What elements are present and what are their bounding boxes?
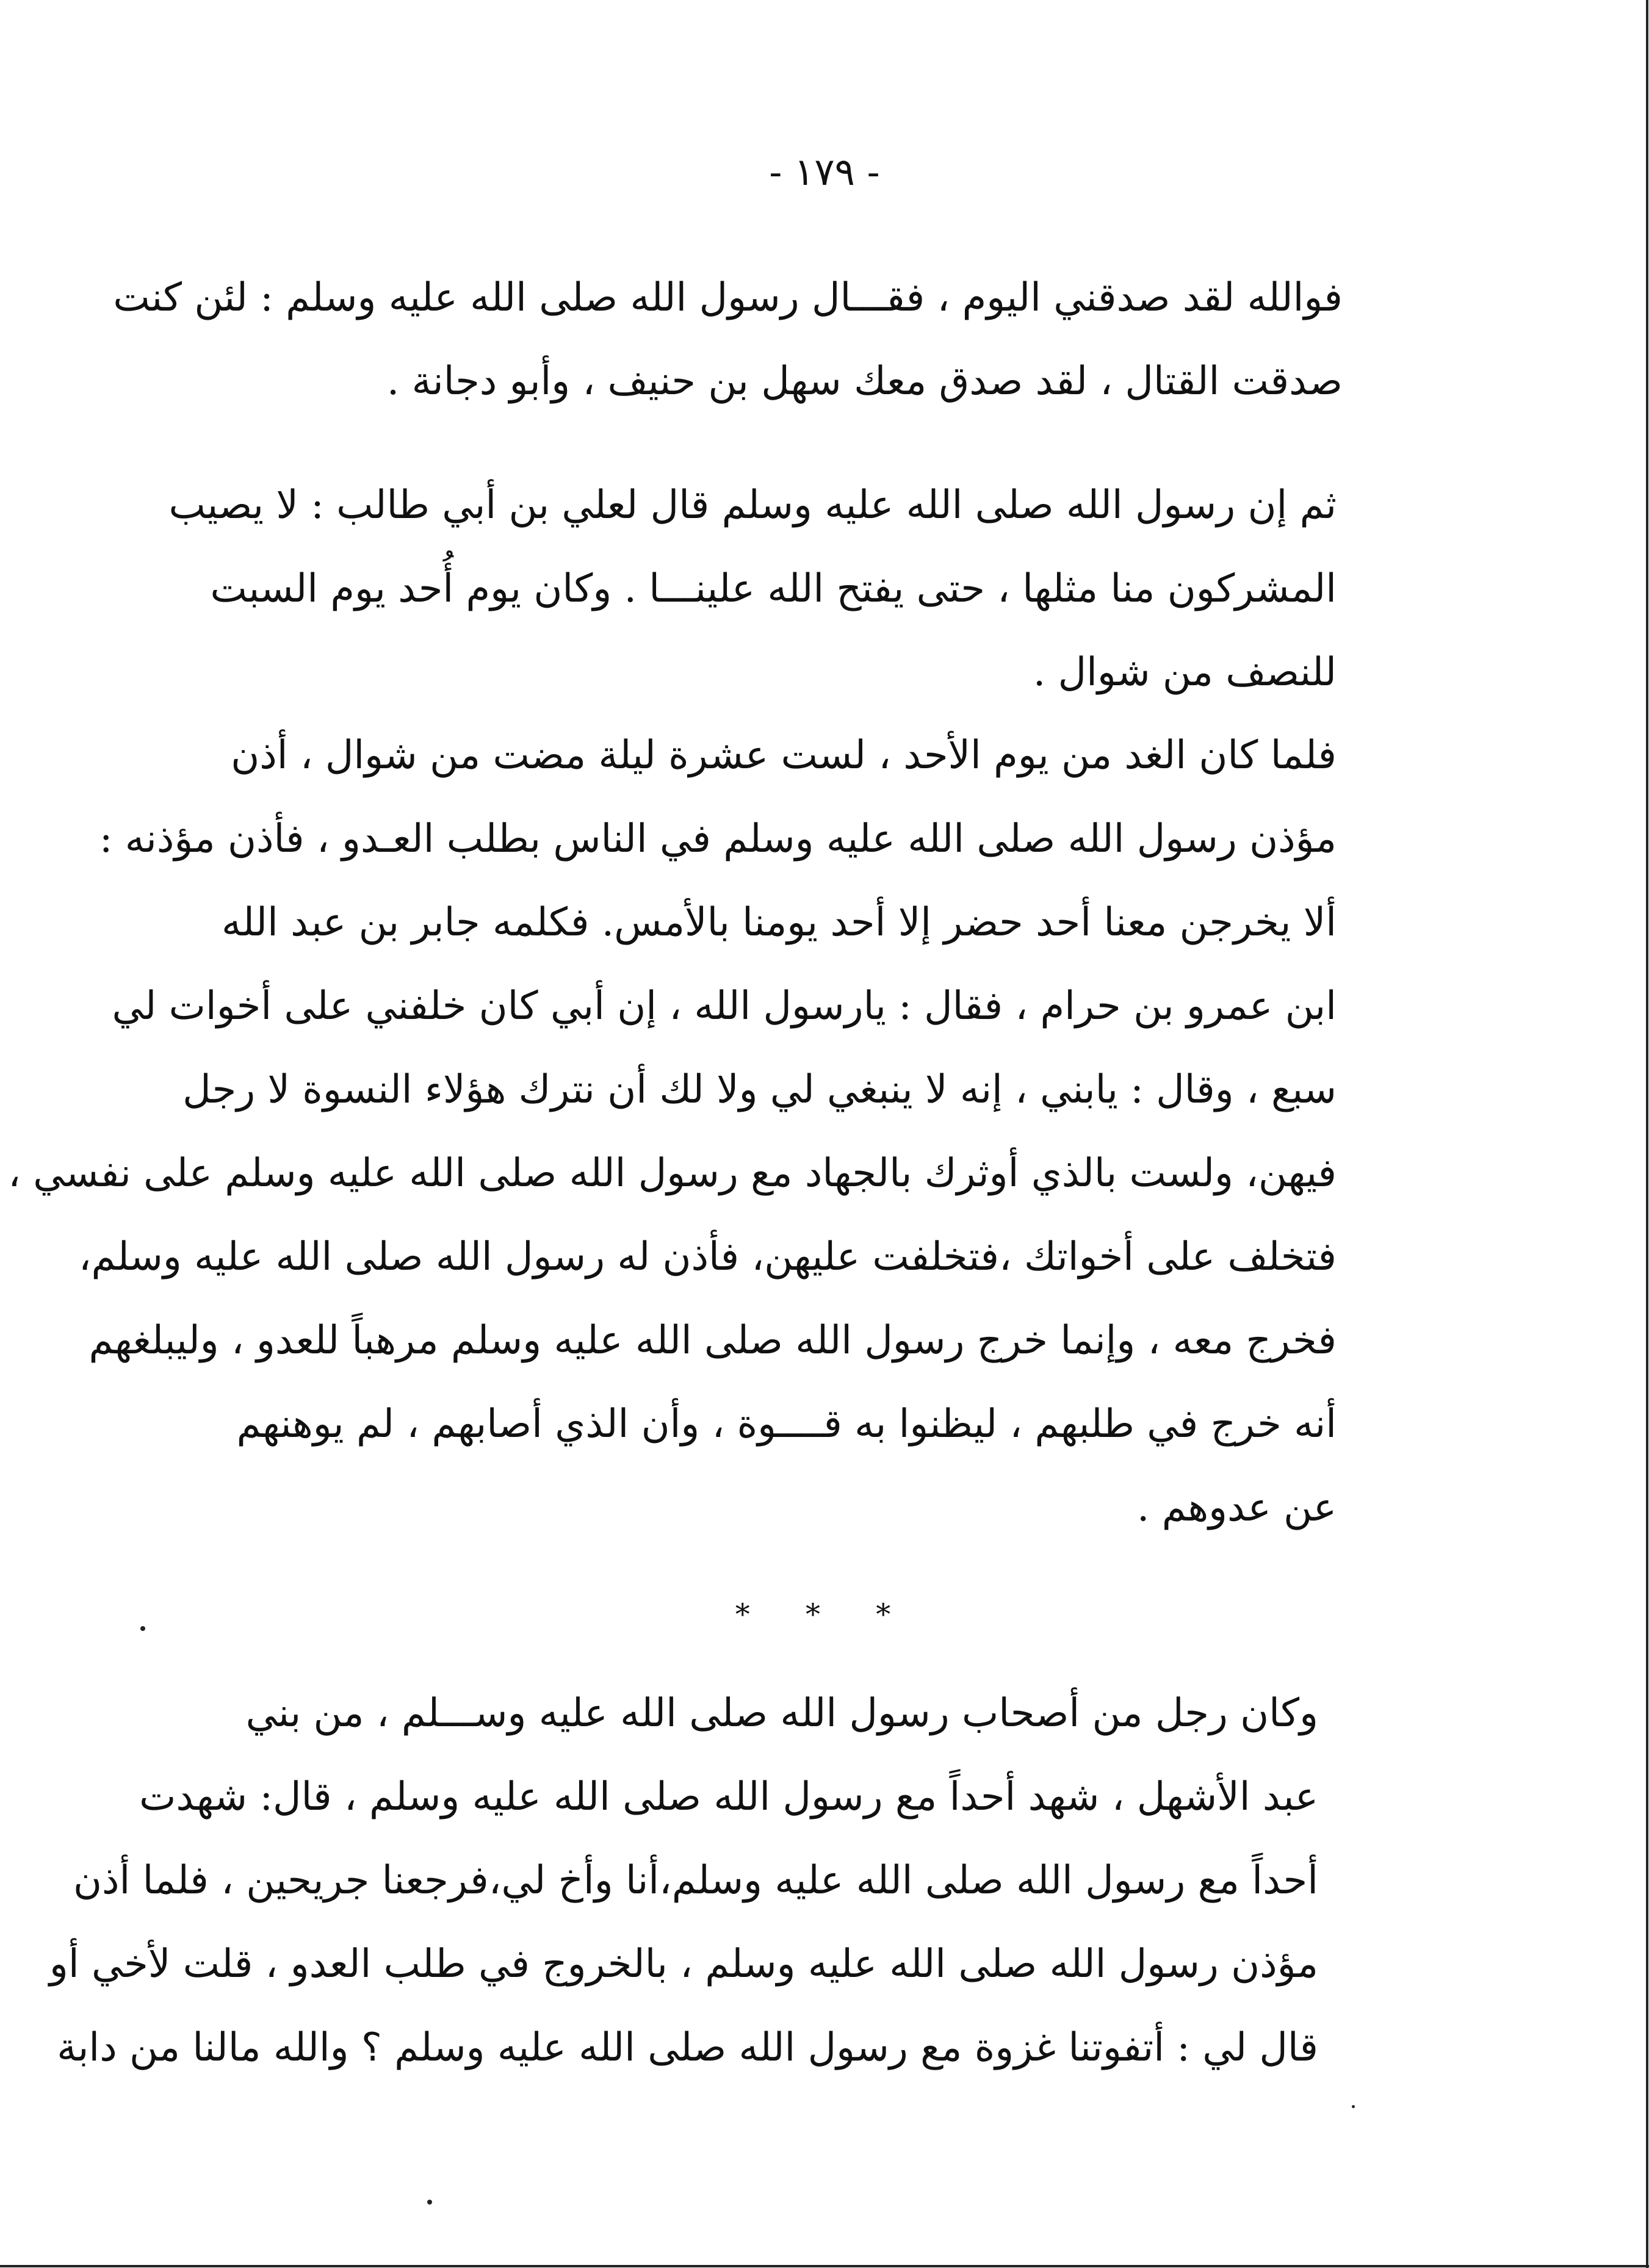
page-number: - ١٧٩ - bbox=[769, 149, 880, 194]
scan-speck bbox=[1352, 2105, 1355, 2108]
text-line: مؤذن رسول الله صلى الله عليه وسلم في الناس بطلب العـدو ، فأذن مؤذنه : bbox=[99, 816, 1337, 862]
paragraph-1 bbox=[113, 256, 1343, 423]
scan-speck bbox=[140, 1626, 145, 1631]
text-line: فخرج معه ، وإنما خرج رسول الله صلى الله عليه وسلم مرهباً للعدو ، وليبلغهم bbox=[88, 1318, 1337, 1363]
scan-speck bbox=[427, 2200, 432, 2205]
text-line: مؤذن رسول الله صلى الله عليه وسلم ، بالخروج في طلب العدو ، قلت لأخي أو bbox=[49, 1942, 1318, 1987]
text-line: فلما كان الغد من يوم الأحد ، لست عشرة ليلة مضت من شوال ، أذن bbox=[231, 733, 1337, 778]
page-border-bottom bbox=[0, 2265, 1649, 2267]
text-line: فيهن، ولست بالذي أوثرك بالجهاد مع رسول الله صلى الله عليه وسلم على نفسي ، bbox=[8, 1151, 1337, 1196]
text-line: صدقت القتال ، لقد صدق معك سهل بن حنيف ، وأبو دجانة . bbox=[386, 359, 1343, 404]
text-line: ابن عمرو بن حرام ، فقال : يارسول الله ، إن أبي كان خلفني على أخوات لي bbox=[112, 984, 1337, 1029]
page-border-right bbox=[1646, 0, 1648, 2268]
text-line: ألا يخرجن معنا أحد حضر إلا أحد يومنا بالأمس. فكلمه جابر بن عبد الله bbox=[222, 900, 1337, 945]
paragraph-4 bbox=[49, 1672, 1318, 2090]
text-line: عن عدوهم . bbox=[1137, 1485, 1337, 1530]
text-line: أحداً مع رسول الله صلى الله عليه وسلم،أنا وأخ لي،فرجعنا جريحين ، فلما أذن bbox=[73, 1858, 1318, 1903]
text-line: للنصف من شوال . bbox=[1033, 650, 1337, 695]
text-line: أنه خرج في طلبهم ، ليظنوا به قــــوة ، وأن الذي أصابهم ، لم يوهنهم bbox=[236, 1402, 1337, 1447]
text-line: فتخلف على أخواتك ،فتخلفت عليهن، فأذن له رسول الله صلى الله عليه وسلم، bbox=[78, 1234, 1337, 1280]
paragraph-3 bbox=[8, 714, 1337, 1550]
text-line: وكان رجل من أصحاب رسول الله صلى الله عليه وســـلم ، من بني bbox=[245, 1691, 1318, 1736]
paragraph-2 bbox=[168, 464, 1337, 715]
text-line: سبع ، وقال : يابني ، إنه لا ينبغي لي ولا لك أن نترك هؤلاء النسوة لا رجل bbox=[182, 1067, 1337, 1112]
text-line: قال لي : أتفوتنا غزوة مع رسول الله صلى الله عليه وسلم ؟ والله مالنا من دابة bbox=[57, 2025, 1318, 2070]
text-line: ثم إن رسول الله صلى الله عليه وسلم قال لعلي بن أبي طالب : لا يصيب bbox=[168, 483, 1337, 528]
text-line: عبد الأشهل ، شهد أحداً مع رسول الله صلى الله عليه وسلم ، قال: شهدت bbox=[139, 1774, 1318, 1820]
text-line: فوالله لقد صدقني اليوم ، فقـــال رسول الله صلى الله عليه وسلم : لئن كنت bbox=[113, 275, 1343, 320]
section-separator: * * * bbox=[735, 1597, 914, 1632]
text-line: المشركون منا مثلها ، حتى يفتح الله علينـــا . وكان يوم أُحد يوم السبت bbox=[210, 566, 1337, 611]
